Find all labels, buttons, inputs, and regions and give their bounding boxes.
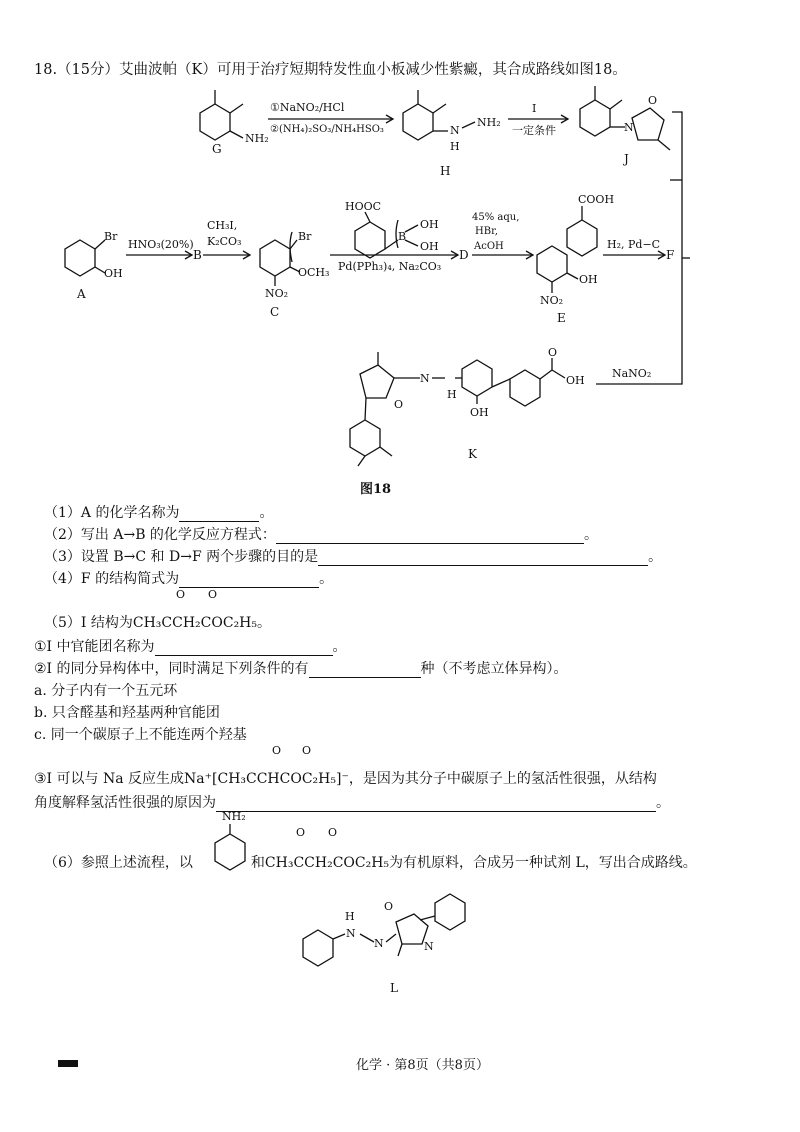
part-4-end: 。 [319,571,334,587]
label-j: J [624,152,629,166]
reagent-b-c-top: CH₃I, [207,219,238,232]
ring-a [65,240,95,276]
atom-nh2-h: NH₂ [477,116,501,129]
part-5-1 [34,636,347,656]
atom-hooc: HOOC [345,200,382,213]
answer-blank-5-1[interactable] [155,641,333,656]
ring-k-acid [510,370,540,406]
atom-l-azo-n: N [374,937,384,950]
atom-c-och3: OCH₃ [298,266,330,279]
atom-l-o: O [384,900,394,913]
atom-hydrazine-n: N [450,124,460,137]
reagent-a-b: HNO₃(20%) [128,238,194,251]
ring-l-phenyl [303,930,333,966]
reagent-d-e-3: AcOH [474,241,504,252]
label-d: D [459,248,469,262]
pyrazolone-k [360,365,394,398]
label-l: L [390,981,398,995]
condition-a: a. 分子内有一个五元环 [34,683,178,699]
atom-c-no2: NO₂ [265,287,289,300]
reagent-to-k: NaNO₂ [612,367,652,380]
reagent-c-d: Pd(PPh₃)₄, Na₂CO₃ [338,260,442,273]
part-6-text-a: （6）参照上述流程，以 [44,855,193,871]
part-3-text: （3）设置 B→C 和 D→F 两个步骤的目的是 [44,549,319,565]
atom-a-br: Br [104,230,118,243]
part-2-end: 。 [583,527,598,543]
aniline-nh2: NH₂ [222,810,246,823]
ring-e-upper [567,220,597,256]
carbonyl-o-1: O [176,588,186,601]
part-5-3 [34,768,657,788]
part-3-end: 。 [648,549,663,565]
part-4-text: （4）F 的结构简式为 [44,571,180,587]
part-1-text: （1）A 的化学名称为 [44,505,180,521]
part-5-3-text-a: ③I 可以与 Na 反应生成 [34,771,185,787]
atom-e-oh: OH [579,273,598,286]
label-b: B [193,248,202,262]
reagent-g-h-2: ②(NH₄)₂SO₃/NH₄HSO₃ [270,124,384,135]
part-6-text-b: 和 [250,855,265,871]
atom-l-nh-n: N [346,927,356,940]
atom-boron: B [398,230,407,243]
ring-boronic [355,222,385,258]
part-1-end: 。 [259,505,274,521]
atom-k-o: O [394,398,404,411]
ring-h [403,104,433,140]
answer-blank-5-3[interactable] [216,797,656,812]
carbonyl-o-2: O [208,588,218,601]
label-e: E [557,311,566,325]
part-5-1-end: 。 [332,639,347,655]
ring-c [260,240,290,276]
part-1 [44,502,273,522]
atom-b-oh1: OH [420,218,439,231]
condition-b: b. 只含醛基和羟基两种官能团 [34,705,220,721]
part-5-2 [34,658,568,678]
answer-blank-1[interactable] [179,507,259,522]
carbonyl-o-5: O [296,826,306,839]
part-2 [44,524,598,544]
atom-hydrazine-h: H [450,140,460,153]
page-footer: 化学 · 第8页（共8页） [356,1058,489,1073]
atom-b-oh2: OH [420,240,439,253]
ring-j [580,100,610,136]
atom-c-br: Br [298,230,312,243]
question-title: 18.（15分）艾曲波帕（K）可用于治疗短期特发性血小板减少性紫癜，其合成路线如图18。 [34,62,627,78]
label-f: F [666,248,675,262]
figure-caption: 图18 [360,482,392,497]
condition-c: c. 同一个碳原子上不能连两个羟基 [34,727,247,743]
answer-blank-3[interactable] [318,551,648,566]
part-5-3-formula: Na⁺[CH₃CCHCOC₂H₅]⁻ [184,771,349,787]
part-5 [44,612,271,632]
ring-k-phenol [462,360,492,396]
atom-k-n: N [420,372,430,385]
part-5-end: 。 [257,615,272,631]
pyrazolone-j [632,108,664,140]
carbonyl-o-4: O [302,744,312,757]
atom-l-nh-h: H [345,910,355,923]
part-5-text: （5）I 结构为 [44,615,133,631]
part-5-formula: CH₃CCH₂COC₂H₅ [132,615,258,631]
reagent-h-j-bottom: 一定条件 [512,124,556,137]
atom-k-acid-o: O [548,346,558,359]
part-5-3-end: 。 [656,795,670,811]
carbonyl-o-3: O [272,744,282,757]
part-6-formula: CH₃CCH₂COC₂H₅ [264,855,390,871]
part-2-text: （2）写出 A→B 的化学反应方程式： [44,527,276,543]
part-5-1-text: ①I 中官能团名称为 [34,639,155,655]
atom-k-oh: OH [470,406,489,419]
part-5-2-end: 种（不考虑立体异构）。 [420,661,568,677]
part-5-3-text-c: 角度解释氢活性很强的原因为 [34,795,216,811]
synthesis-scheme [0,80,800,480]
part-6 [44,852,697,872]
atom-j-n: N [624,121,634,134]
atom-k-nh: H [447,388,457,401]
reagent-d-e-1: 45% aqu, [472,212,520,223]
part-4 [44,568,333,588]
part-5-3-cont [34,792,670,812]
part-6-text-c: 为有机原料，合成另一种试剂 L，写出合成路线。 [389,855,697,871]
structure-l [290,880,490,1000]
carbonyl-o-6: O [328,826,338,839]
part-5-3-text-b: ，是因为其分子中碳原子上的氢活性很强，从结构 [348,771,657,787]
atom-e-cooh: COOH [578,193,615,206]
label-a: A [77,287,86,301]
atom-e-no2: NO₂ [540,294,564,307]
answer-blank-4[interactable] [179,573,319,588]
reagent-h-j-top: I [532,102,537,115]
reagent-d-e-2: HBr, [475,226,498,237]
ring-k-dimethyl [350,420,380,456]
answer-blank-2[interactable] [276,529,584,544]
part-3 [44,546,662,566]
atom-j-o: O [648,94,658,107]
label-g: G [212,142,222,156]
atom-k-acid-oh: OH [566,374,585,387]
atom-l-ring-n: N [424,940,434,953]
reagent-g-h-1: ①NaNO₂/HCl [270,101,345,114]
reagent-b-c-bottom: K₂CO₃ [207,235,242,248]
ring-g [200,104,230,140]
answer-blank-5-2[interactable] [309,663,421,678]
label-h: H [440,164,451,178]
part-5-2-text: ②I 的同分异构体中，同时满足下列条件的有 [34,661,309,677]
page-mark [58,1060,78,1067]
atom-a-oh: OH [104,267,123,280]
ring-e-lower [537,246,567,282]
label-c: C [270,305,280,319]
reagent-e-f: H₂, Pd−C [607,238,661,251]
atom-nh2: NH₂ [245,132,269,145]
label-k: K [468,447,477,461]
ring-l-n-phenyl [435,894,465,930]
